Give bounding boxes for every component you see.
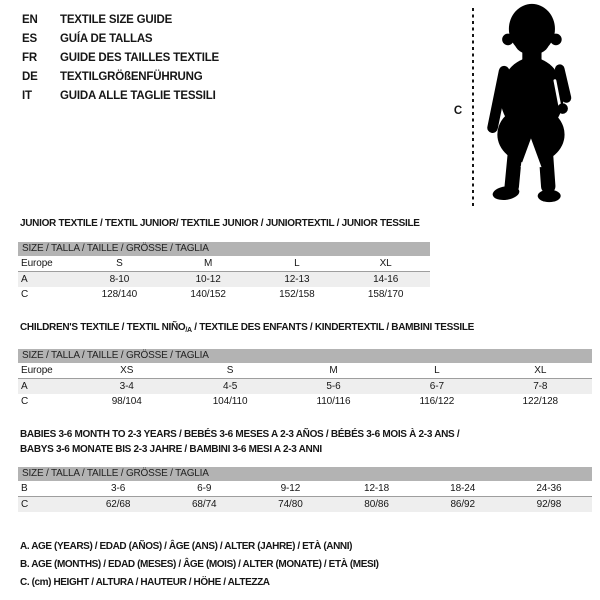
footnote-b: B. AGE (MONTHS) / EDAD (MESES) / ÂGE (MOIS) / ALTER (MONATE) / ETÀ (MESI) <box>20 559 379 570</box>
table-row-height <box>18 497 592 513</box>
junior-textile-section <box>18 218 430 302</box>
height-measure-label: C <box>453 105 463 117</box>
table-title-junior: JUNIOR TEXTILE / TEXTIL JUNIOR/ TEXTILE JUNIOR / JUNIORTEXTIL / JUNIOR TESSILE <box>20 218 420 229</box>
cell: 4-5 <box>223 381 238 392</box>
cell: 3-6 <box>75 481 161 497</box>
cell: 9-12 <box>247 481 333 497</box>
cell: 116/122 <box>419 396 455 407</box>
babies-textile-section <box>18 427 592 512</box>
cell: 10-12 <box>195 274 221 285</box>
cell: 98/104 <box>111 396 142 407</box>
table-row-europe <box>18 256 430 272</box>
cell: 6-9 <box>161 481 247 497</box>
title-text: CHILDREN'S TEXTILE / TEXTIL NIÑO <box>20 322 186 333</box>
cell: 68/74 <box>191 499 217 510</box>
table-row-europe <box>18 363 592 379</box>
size-header-row <box>18 242 430 256</box>
cell: 14-16 <box>373 274 399 285</box>
cell: 80/86 <box>364 499 389 510</box>
cell: 3-4 <box>119 381 134 392</box>
language-row-it <box>22 87 219 106</box>
cell: 92/98 <box>536 499 562 510</box>
cell: 86/92 <box>450 499 475 510</box>
cell: 7-8 <box>533 381 548 392</box>
row-label: A <box>21 381 28 392</box>
table-row-age-months <box>18 481 592 497</box>
title-subscript: /A <box>185 327 192 334</box>
cell: XL <box>341 256 430 272</box>
cell: S <box>178 363 281 379</box>
size-header: SIZE / TALLA / TAILLE / GRÖSSE / TAGLIA <box>18 242 430 256</box>
language-code: DE <box>22 71 38 83</box>
cell: 18-24 <box>420 481 506 497</box>
cell: 62/68 <box>105 499 131 510</box>
size-header: SIZE / TALLA / TAILLE / GRÖSSE / TAGLIA <box>18 349 592 363</box>
table-title-children <box>20 322 592 337</box>
language-row-de <box>22 68 219 87</box>
row-label: A <box>21 274 28 285</box>
cell: 158/170 <box>367 289 404 300</box>
row-label: B <box>18 481 75 497</box>
cell: 12-13 <box>284 274 310 285</box>
children-textile-section <box>18 322 592 409</box>
cell: S <box>75 256 164 272</box>
language-label: GUIDA ALLE TAGLIE TESSILI <box>60 90 216 102</box>
row-label: C <box>21 289 29 300</box>
cell: 5-6 <box>326 381 341 392</box>
cell: 24-36 <box>506 481 592 497</box>
cell: M <box>282 363 385 379</box>
height-figure <box>440 0 600 215</box>
size-header-row <box>18 349 592 363</box>
cell: 140/152 <box>190 289 226 300</box>
cell: XL <box>489 363 592 379</box>
cell: M <box>164 256 253 272</box>
title-text: / TEXTILE DES ENFANTS / KINDERTEXTIL / BAMBINI TESSILE <box>191 322 475 333</box>
cell: 12-18 <box>333 481 419 497</box>
cell: 8-10 <box>109 274 130 285</box>
footnotes <box>20 538 379 592</box>
row-label: C <box>21 396 29 407</box>
language-label: GUÍA DE TALLAS <box>60 33 153 45</box>
language-row-fr <box>22 49 219 68</box>
row-label: C <box>21 499 29 510</box>
junior-size-table <box>18 242 430 302</box>
cell: 128/140 <box>101 289 138 300</box>
size-header-row <box>18 467 592 481</box>
title-line-1: BABIES 3-6 MONTH TO 2-3 YEARS / BEBÉS 3-6 MESES A 2-3 AÑOS / BÉBÉS 3-6 MOIS À 2-3 ANS / <box>20 429 460 440</box>
language-label: TEXTILE SIZE GUIDE <box>60 14 173 26</box>
language-row-es <box>22 30 219 49</box>
cell: 104/110 <box>212 396 248 407</box>
language-list <box>22 11 219 106</box>
table-row-age <box>18 272 430 288</box>
language-code: IT <box>22 90 32 102</box>
table-row-height <box>18 394 592 409</box>
cell: 152/158 <box>279 289 315 300</box>
children-size-table <box>18 349 592 409</box>
footnote-a: A. AGE (YEARS) / EDAD (AÑOS) / ÂGE (ANS) / ALTER (JAHRE) / ETÀ (ANNI) <box>20 541 353 552</box>
cell: 6-7 <box>429 381 444 392</box>
title-line-2: BABYS 3-6 MONATE BIS 2-3 JAHRE / BAMBINI 3-6 MESI A 2-3 ANNI <box>20 444 322 455</box>
language-code: ES <box>22 33 37 45</box>
table-row-age <box>18 379 592 395</box>
cell: 74/80 <box>278 499 303 510</box>
cell: L <box>253 256 342 272</box>
language-label: TEXTILGRÖßENFÜHRUNG <box>60 71 203 83</box>
row-label: Europe <box>18 363 75 379</box>
language-code: EN <box>22 14 38 26</box>
table-title-babies <box>18 427 592 457</box>
language-label: GUIDE DES TAILLES TEXTILE <box>60 52 219 64</box>
cell: XS <box>75 363 178 379</box>
baby-silhouette-shape <box>492 4 568 202</box>
footnote-c: C. (cm) HEIGHT / ALTURA / HAUTEUR / HÖHE / ALTEZZA <box>20 577 270 588</box>
size-header: SIZE / TALLA / TAILLE / GRÖSSE / TAGLIA <box>18 467 592 481</box>
row-label: Europe <box>18 256 75 272</box>
cell: L <box>385 363 488 379</box>
table-row-height <box>18 287 430 302</box>
cell: 110/116 <box>316 396 351 407</box>
language-row-en <box>22 11 219 30</box>
language-code: FR <box>22 52 37 64</box>
babies-size-table <box>18 467 592 512</box>
cell: 122/128 <box>522 396 558 407</box>
